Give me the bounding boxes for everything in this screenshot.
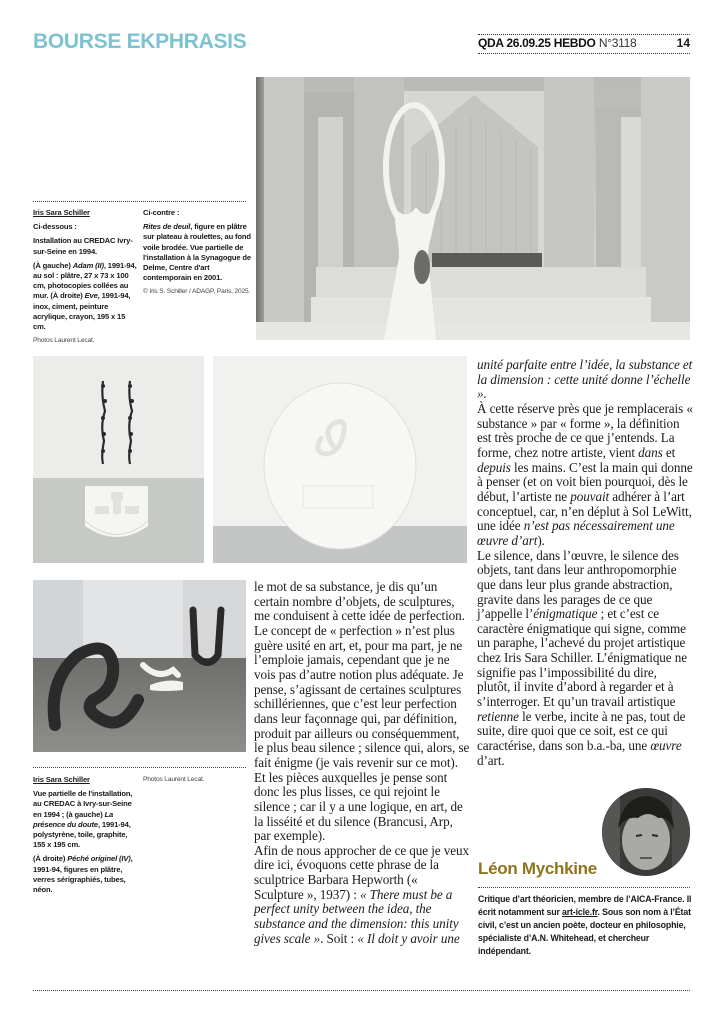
- article-paragraph: À cette réserve près que je remplacerais « substance » par « forme », la définition est très proche de ce que j’entends. La forme, chez notre artiste, vient dans et depuis les mains. C’est la main qui donne à penser (et on voit bien pourquoi, dès le début, l’artiste ne pouvait adhérer à l’art conceptuel, car, n’en déplut à Sol LeWitt, une idée n’est pas nécessairement une œuvre d’art).: [477, 400, 693, 548]
- artwork-title: La présence du doute: [33, 809, 114, 829]
- author-name: Léon Mychkine: [478, 859, 597, 878]
- author-portrait: [602, 788, 690, 876]
- publication-date: QDA 26.09.25 HEBDO: [478, 36, 596, 50]
- author-divider: [478, 887, 690, 888]
- photo-adam-eve-graphic: [33, 356, 204, 563]
- artwork-title: Rites de deuil: [143, 222, 191, 232]
- photo-credit: Photos Laurent Lecat.: [143, 776, 205, 783]
- caption-text: (À gauche) Adam (II), 1991-94, au sol : plâtre, 27 x 73 x 100 cm, photocopies collées au mur. (À droite) Eve, 1991-94, inox, ciment, peinture acrylique, crayon, 195 x 15 cm.: [33, 260, 137, 332]
- footer-divider: [33, 990, 690, 991]
- photo-circular-relief: [213, 356, 467, 563]
- caption-text: Rites de deuil, figure en plâtre sur plateau à roulettes, au fond voile brodée. Vue partielle de l'installation à la Synagogue de Delme, Centre d'art contemporain en 2001.: [143, 222, 251, 283]
- copyright-credit: © Iris S. Schiller / ADAGP, Paris, 2025.: [143, 288, 251, 296]
- caption-divider: [33, 201, 246, 202]
- artwork-title: Eve: [84, 291, 98, 301]
- photo-rites-de-deuil: [256, 77, 690, 340]
- article-column-middle: [254, 580, 470, 946]
- caption-text: (À droite) Péché originel (IV), 1991-94, figures en plâtre, verres sérigraphiés, tubes, néon.: [33, 854, 133, 895]
- photo-adam-eve: [33, 356, 204, 563]
- caption-top-right: [143, 208, 251, 302]
- artwork-title: Péché originel (IV): [67, 854, 131, 864]
- author-website-link[interactable]: art-icle.fr: [562, 907, 598, 918]
- author-portrait-graphic: [602, 788, 690, 876]
- photo-credit: Photos Laurent Lecat.: [33, 337, 95, 345]
- author-bio: Critique d’art théoricien, membre de l’AICA-France. Il écrit notamment sur art-icle.fr. Sous son nom à l’État civil, c’est un ancien poète, docteur en philosophie, spécialiste d’A.N. Whitehead, et chercheur indépendant.: [478, 894, 692, 957]
- caption-text: Installation au CREDAC Ivry-sur-Seine en 1994.: [33, 236, 133, 256]
- issue-info: [478, 34, 690, 54]
- artwork-title: Adam (II): [72, 260, 104, 270]
- article-paragraph: le mot de sa substance, je dis qu’un certain nombre d’objets, de sculptures, me conduisent à cette idée de perfection. Le concept de « perfection » n’est plus guère usité en art, et, pour ma part, je ne l’emploie jamais, cependant que je ne vois pas d’autre notion plus adéquate. Je pense, s’agissant de certaines sculptures schillériennes, que c’est leur perfection dans leur façonnage qui, par définition, produit par ailleurs ou conséquemment, le plus beau silence ; silence qui, alors, se fait énigme (je vais revenir sur ce mot). Et les pièces auxquelles je pense sont donc les plus lisses, ce qui rejoint le silence ; car il y a une logique, en art, de la lisséité et du silence (Brancusi, Arp, par exemple).: [254, 579, 470, 844]
- caption-heading: Ci-dessous :: [33, 222, 77, 232]
- article-column-right: [477, 358, 693, 768]
- photo-presence-du-doute: [33, 580, 246, 752]
- article-paragraph: Afin de nous approcher de ce que je veux dire ici, évoquons cette phrase de la sculptrice Barbara Hepworth (« Sculpture », 1937) : « There must be a perfect unity between the idea, the substance and the dimension: this unity gives scale ». Soit : « Il doit y avoir une: [254, 842, 469, 946]
- caption-bottom-credit: [143, 775, 243, 789]
- section-title: BOURSE EKPHRASIS: [33, 30, 247, 53]
- issue-number: N°3118: [598, 36, 637, 50]
- caption-text: Vue partielle de l'installation, au CREDAC à Ivry-sur-Seine en 1994 ; (à gauche) La présence du doute, 1991-94, polystyrène, toile, graphite, 155 x 195 cm.: [33, 789, 133, 850]
- article-paragraph: Le silence, dans l’œuvre, le silence des objets, tant dans leur anthropomorphie que dans leur plus grande abstraction, gravite dans les parages de ce que j’appelle l’énigmatique ; et c’est ce caractère énigmatique qui signe, comme un paraphe, l’achevé du projet artistique chez Iris Sara Schiller. L’énigmatique ne signifie pas l’impossibilité du dire, plutôt, il invite d’abord à regarder et à s’interroger. Et qu’un travail artistique retienne le verbe, incite à ne pas, tout de suite, dire quoi que ce soit, est ce qui caractérise, dans son b.a.-ba, une œuvre d’art.: [477, 547, 688, 768]
- photo-rites-de-deuil-graphic: [256, 77, 690, 340]
- caption-artist-name: Iris Sara Schiller: [33, 208, 90, 217]
- caption-top-left: [33, 208, 139, 350]
- photo-circular-relief-graphic: [213, 356, 467, 563]
- caption-divider: [33, 767, 246, 768]
- caption-heading: Ci-contre :: [143, 208, 180, 217]
- article-paragraph: unité parfaite entre l’idée, la substance et la dimension : cette unité donne l’échelle ».: [477, 357, 693, 402]
- page-number: 14: [676, 36, 690, 50]
- caption-bottom: [33, 775, 139, 899]
- photo-presence-du-doute-graphic: [33, 580, 246, 752]
- caption-artist-name: Iris Sara Schiller: [33, 775, 90, 784]
